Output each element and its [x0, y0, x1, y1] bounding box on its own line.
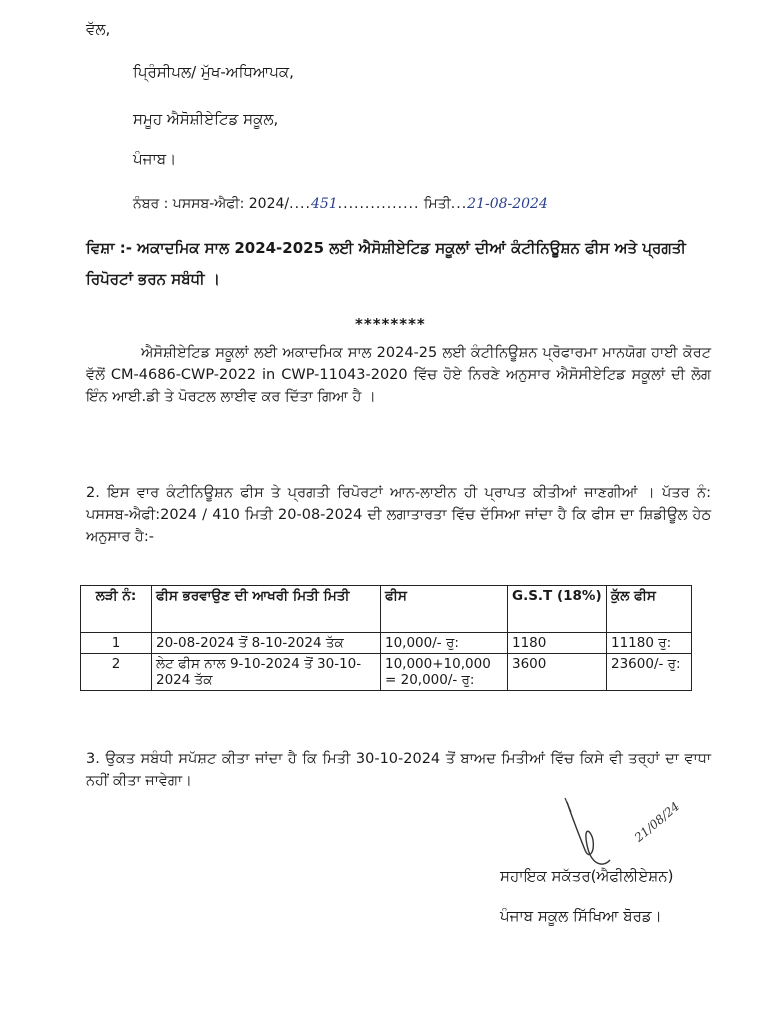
cell-total: 23600/- ਰੁ:: [607, 654, 692, 691]
table-row: [81, 633, 692, 654]
cell-fee: 10,000+10,000 = 20,000/- ਰੁ:: [381, 654, 508, 691]
signature-date: 21/08/24: [631, 799, 683, 845]
designation: ਸਹਾਇਕ ਸਕੱਤਰ(ਐਫੀਲੀਏਸ਼ਨ): [500, 867, 674, 885]
paragraph-2: 2. ਇਸ ਵਾਰ ਕੰਟੀਨਿਊਸ਼ਨ ਫੀਸ ਤੇ ਪ੍ਰਗਤੀ ਰਿਪੋਰਟਾਂ ਆਨ-ਲਾਈਨ ਹੀ ਪ੍ਰਾਪਤ ਕੀਤੀਆਂ ਜਾਣਗੀਆਂ । ਪੱਤਰ ਨੰ: ਪਸਸਬ-ਐਫੀ:2024 / 410 ਮਿਤੀ 20-08-2024 ਦੀ ਲਗਾਤਾਰਤਾ ਵਿੱਚ ਦੱਸਿਆ ਜਾਂਦਾ ਹੈ ਕਿ ਫੀਸ ਦਾ ਸ਼ਿਡੀਊਲ ਹੇਠ ਅਨੁਸਾਰ ਹੈ:-: [86, 485, 711, 545]
address-line-2: ਸਮੂਹ ਐਸੋਸ਼ੀਏਟਿਡ ਸਕੂਲ,: [133, 110, 279, 128]
reference-line: ਨੰਬਰ : ਪਸਸਬ-ਐਫੀ: 2024/....451............... ਮਿਤੀ...21-08-2024: [133, 196, 548, 212]
cell-date: 20-08-2024 ਤੋਂ 8-10-2024 ਤੱਕ: [152, 633, 381, 654]
cell-total: 11180 ਰੁ:: [607, 633, 692, 654]
header-gst: G.S.T (18%): [508, 586, 607, 633]
header-serial: ਲੜੀ ਨੰ:: [81, 586, 152, 633]
address-line-1: ਪ੍ਰਿੰਸੀਪਲ/ ਮੁੱਖ-ਅਧਿਆਪਕ,: [133, 63, 294, 81]
table-header-row: [81, 586, 692, 633]
salutation-to: ਵੱਲ,: [86, 20, 111, 38]
table-row: [81, 654, 692, 691]
paragraph-1-text: ਐਸੋਸ਼ੀਏਟਿਡ ਸਕੂਲਾਂ ਲਈ ਅਕਾਦਮਿਕ ਸਾਲ 2024-25 ਲਈ ਕੰਟੀਨਿਊਸ਼ਨ ਪ੍ਰੋਫਾਰਮਾ ਮਾਨਯੋਗ ਹਾਈ ਕੋਰਟ ਵੱਲੋਂ CM-4686-CWP-2022 in CWP-11043-2020 ਵਿੱਚ ਹੋਏ ਨਿਰਣੇ ਅਨੁਸਾਰ ਐਸੋਸੀਏਟਿਡ ਸਕੂਲਾਂ ਦੀ ਲੋਗ ਇੰਨ ਆਈ.ਡੀ ਤੇ ਪੋਰਟਲ ਲਾਈਵ ਕਰ ਦਿੱਤਾ ਗਿਆ ਹੈ ।: [86, 345, 711, 405]
header-total: ਕੁੱਲ ਫੀਸ: [607, 586, 692, 633]
header-fee: ਫੀਸ: [381, 586, 508, 633]
cell-serial: 1: [81, 633, 152, 654]
cell-serial: 2: [81, 654, 152, 691]
separator: ********: [355, 315, 426, 333]
subject: ਵਿਸ਼ਾ :- ਅਕਾਦਮਿਕ ਸਾਲ 2024-2025 ਲਈ ਐਸੋਸ਼ੀਏਟਿਡ ਸਕੂਲਾਂ ਦੀਆਂ ਕੰਟੀਨਿਊਸ਼ਨ ਫੀਸ ਅਤੇ ਪ੍ਰਗਤੀ ਰਿਪੋਰਟਾਂ ਭਰਨ ਸਬੰਧੀ ।: [86, 239, 686, 288]
reference-label: ਨੰਬਰ : ਪਸਸਬ-ਐਫੀ: 2024/: [133, 196, 290, 212]
paragraph-1: [86, 342, 711, 408]
cell-gst: 1180: [508, 633, 607, 654]
header-last-date: ਫੀਸ ਭਰਵਾਉਣ ਦੀ ਆਖਰੀ ਮਿਤੀ ਮਿਤੀ: [152, 586, 381, 633]
cell-gst: 3600: [508, 654, 607, 691]
fee-schedule-table: [80, 585, 692, 691]
date-value: 21-08-2024: [467, 196, 548, 212]
cell-fee: 10,000/- ਰੁ:: [381, 633, 508, 654]
paragraph-3: 3. ਉਕਤ ਸਬੰਧੀ ਸਪੱਸ਼ਟ ਕੀਤਾ ਜਾਂਦਾ ਹੈ ਕਿ ਮਿਤੀ 30-10-2024 ਤੋਂ ਬਾਅਦ ਮਿਤੀਆਂ ਵਿੱਚ ਕਿਸੇ ਵੀ ਤਰ੍ਹਾਂ ਦਾ ਵਾਧਾ ਨਹੀਂ ਕੀਤਾ ਜਾਵੇਗਾ।: [86, 751, 711, 789]
cell-date: ਲੇਟ ਫੀਸ ਨਾਲ 9-10-2024 ਤੋਂ 30-10-2024 ਤੱਕ: [152, 654, 381, 691]
date-label: ਮਿਤੀ: [423, 196, 451, 212]
address-line-3: ਪੰਜਾਬ।: [133, 150, 177, 168]
board-name: ਪੰਜਾਬ ਸਕੂਲ ਸਿੱਖਿਆ ਬੋਰਡ।: [500, 907, 662, 925]
reference-number: 451: [310, 196, 338, 212]
